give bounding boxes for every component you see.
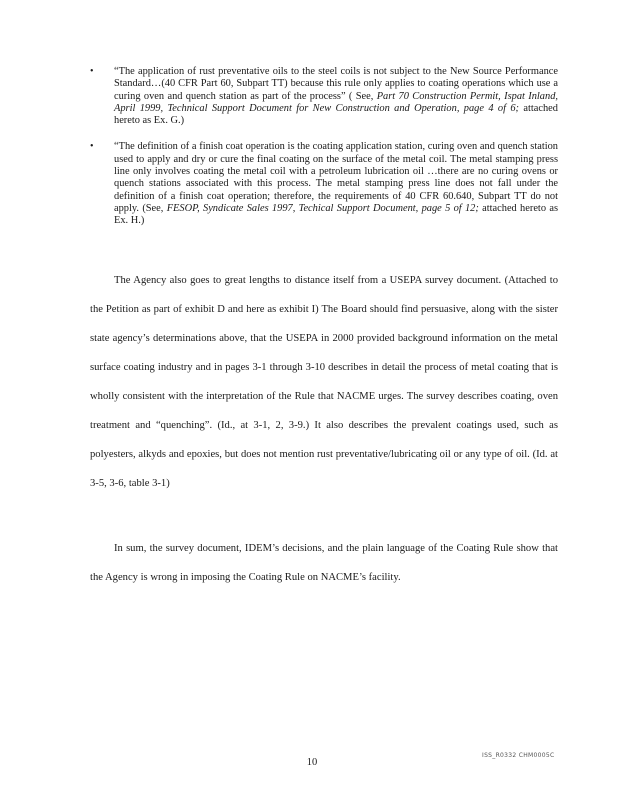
bullet-text-end: attached hereto as Ex. H.) — [114, 202, 558, 227]
bullet-item-syndicate-sales — [90, 141, 558, 227]
paragraph-usepa-survey: The Agency also goes to great lengths to distance itself from a USEPA survey document. (Attached to the Petition as part of exhibit D and here as exhibit I) The Board should find persuasive, along with the sister state agency’s determinations above, that the USEPA in 2000 provided background information on the metal surface coating industry and in pages 3-1 through 3-10 describes in detail the process of metal coating that is wholly consistent with the interpretation of the Rule that NACME urges. The survey describes coating, oven treatment and “quenching”. (Id., at 3-1, 2, 3-9.) It also describes the prevalent coatings used, such as polyesters, alkyds and epoxies, but does not mention rust preventative/lubricating oil or any type of oil. (Id. at 3-5, 3-6, table 3-1) — [90, 275, 558, 489]
bullet-citation: FESOP, Syndicate Sales 1997, Techical Support Document, page 5 of 12; — [166, 202, 479, 214]
bullet-text-end: attached hereto as Ex. G.) — [114, 102, 558, 127]
paragraph-conclusion: In sum, the survey document, IDEM’s decisions, and the plain language of the Coating Rule show that the Agency is wrong in imposing the Coating Rule on NACME’s facility. — [90, 543, 558, 583]
bullet-citation: Part 70 Construction Permit, Ispat Inland, April 1999, Technical Support Document for New Construction and Operation, page 4 of 6; — [114, 90, 558, 114]
bullet-item-ispat-inland — [90, 66, 558, 127]
bullet-icon: • — [90, 141, 94, 153]
bullet-list — [90, 66, 558, 242]
bullet-icon: • — [90, 66, 94, 77]
bates-stamp: ISS_R0332 CHM0005C — [482, 752, 555, 759]
bullet-text: “The definition of a finish coat operation is the coating application station, curing oven and quench station used to apply and dry or cure the final coating on the surface of the metal coil. The metal stamping press line only involves coating the metal coil with a petroleum lubrication oil …there are no curing ovens or quench stations associated with this process. The metal stamping press line does not fall under the definition of a finish coat operation; therefore, the requirements of 40 CFR 60.640, Subpart TT do not apply. (See, — [114, 141, 558, 214]
bullet-text: “The application of rust preventative oils to the steel coils is not subject to the New Source Performance Standard…(40 CFR Part 60, Subpart TT) because this rule only applies to coating operations which use a curing oven and quench station as part of the process” ( See, — [114, 66, 558, 102]
page-number: 10 — [306, 757, 318, 768]
